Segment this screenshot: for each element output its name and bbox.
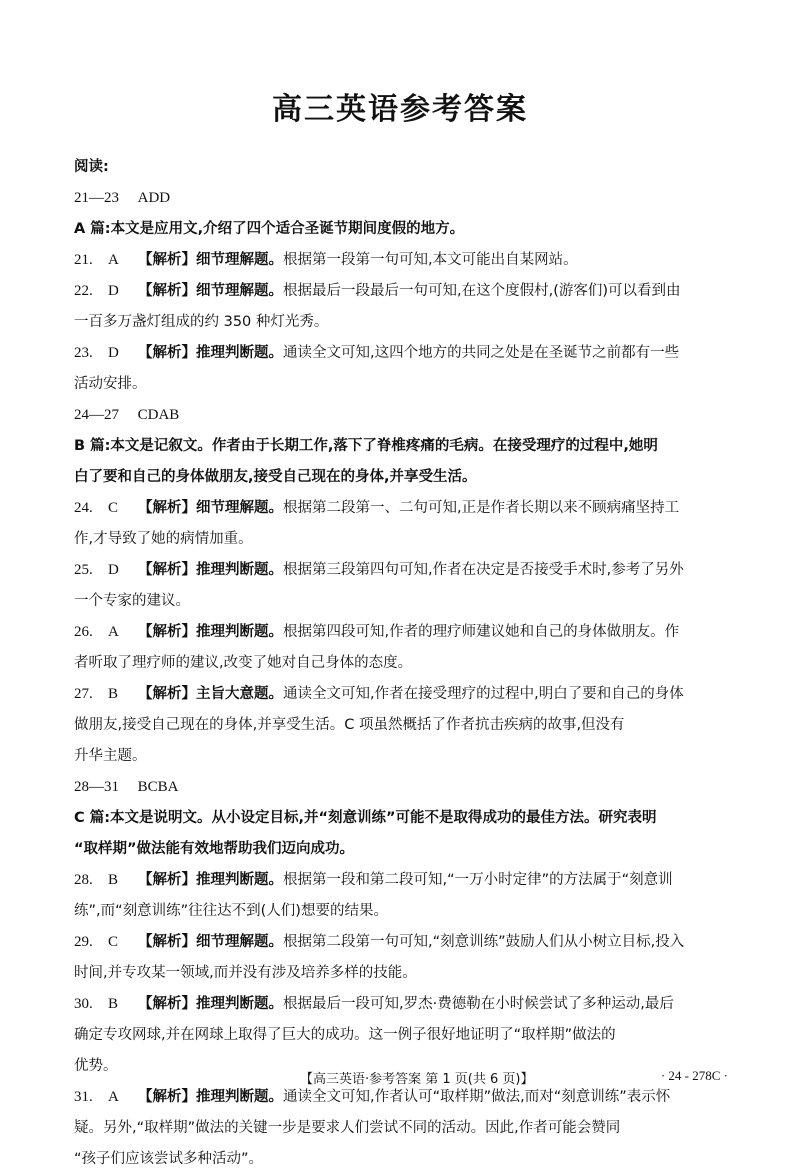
question-item (74, 493, 736, 524)
analysis-continuation: 疑。另外,“取样期”做法的关键一步是要求人们尝试不同的活动。因此,作者可能会赞同 (74, 1120, 621, 1136)
analysis-tag: 【解析】 (138, 686, 196, 702)
analysis-continuation: 作,才导致了她的病情加重。 (74, 531, 253, 547)
question-type: 细节理解题。 (196, 252, 283, 268)
answer-key: BCBA (137, 779, 179, 795)
passage-summary: B 篇:本文是记叙文。作者由于长期工作,落下了脊椎疼痛的毛病。在接受理疗的过程中,她明 (74, 438, 658, 454)
analysis-text: 根据第三段第四句可知,作者在决定是否接受手术时,参考了另外 (283, 562, 684, 578)
question-item (74, 555, 736, 586)
question-item (74, 245, 736, 276)
analysis-tag: 【解析】 (138, 283, 196, 299)
question-type: 细节理解题。 (196, 283, 283, 299)
answer-key: CDAB (137, 407, 180, 423)
passage-summary-continuation: 白了要和自己的身体做朋友,接受自己现在的身体,并享受生活。 (74, 469, 477, 485)
question-number: 26. (74, 624, 93, 640)
question-type: 推理判断题。 (196, 562, 283, 578)
answer-range-row (74, 400, 736, 431)
analysis-text: 根据最后一段最后一句可知,在这个度假村,(游客们)可以看到由 (283, 283, 681, 299)
analysis-text: 根据第二段第一句可知,“刻意训练”鼓励人们从小树立目标,投入 (283, 934, 685, 950)
analysis-continuation: 者听取了理疗师的建议,改变了她对自己身体的态度。 (74, 655, 413, 671)
question-number: 29. (74, 934, 93, 950)
passage-summary-continuation: “取样期”做法能有效地帮助我们迈向成功。 (74, 841, 355, 857)
question-type: 推理判断题。 (196, 624, 283, 640)
question-type: 细节理解题。 (196, 500, 283, 516)
question-item (74, 276, 736, 307)
analysis-text: 通读全文可知,作者认可“取样期”做法,而对“刻意训练”表示怀 (283, 1089, 671, 1105)
passage-summary: C 篇:本文是说明文。从小设定目标,并“刻意训练”可能不是取得成功的最佳方法。研究表明 (74, 810, 657, 826)
question-type: 推理判断题。 (196, 996, 283, 1012)
analysis-continuation: 做朋友,接受自己现在的身体,并享受生活。C 项虽然概括了作者抗击疾病的故事,但没有 (74, 717, 625, 733)
footer-code: · 24 - 278C · (660, 1068, 728, 1083)
footer-page-info: 【高三英语·参考答案 第 1 页(共 6 页)】 (300, 1072, 534, 1087)
analysis-tag: 【解析】 (138, 996, 196, 1012)
question-type: 主旨大意题。 (196, 686, 283, 702)
question-answer: C (108, 934, 119, 950)
question-answer: D (108, 283, 119, 299)
question-range: 21—23 (74, 190, 119, 206)
question-number: 23. (74, 345, 93, 361)
question-item (74, 927, 736, 958)
question-number: 22. (74, 283, 93, 299)
question-answer: A (108, 624, 119, 640)
question-answer: A (108, 252, 119, 268)
analysis-tag: 【解析】 (138, 872, 196, 888)
question-item (74, 617, 736, 648)
question-answer: A (108, 1089, 119, 1105)
page-title: 高三英语参考答案 (272, 92, 528, 127)
question-item (74, 338, 736, 369)
question-number: 30. (74, 996, 93, 1012)
analysis-text: 根据第一段和第二段可知,“一万小时定律”的方法属于“刻意训 (283, 872, 673, 888)
analysis-text: 根据最后一段可知,罗杰·费德勒在小时候尝试了多种运动,最后 (283, 996, 674, 1012)
question-number: 25. (74, 562, 93, 578)
answer-range-row (74, 183, 736, 214)
analysis-continuation: “孩子们应该尝试多种活动”。 (74, 1151, 264, 1167)
analysis-continuation: 确定专攻网球,并在网球上取得了巨大的成功。这一例子很好地证明了“取样期”做法的 (74, 1027, 616, 1043)
question-item (74, 679, 736, 710)
question-number: 31. (74, 1089, 93, 1105)
analysis-continuation: 一百多万盏灯组成的约 350 种灯光秀。 (74, 314, 329, 330)
analysis-tag: 【解析】 (138, 562, 196, 578)
question-number: 24. (74, 500, 93, 516)
analysis-continuation: 时间,并专攻某一领域,而并没有涉及培养多样的技能。 (74, 965, 417, 981)
section-label: 阅读: (74, 159, 109, 175)
question-range: 28—31 (74, 779, 119, 795)
analysis-text: 根据第一段第一句可知,本文可能出自某网站。 (283, 252, 578, 268)
question-answer: C (108, 500, 119, 516)
question-type: 推理判断题。 (196, 1089, 283, 1105)
analysis-continuation: 练”,而“刻意训练”往往达不到(人们)想要的结果。 (74, 903, 388, 919)
analysis-tag: 【解析】 (138, 624, 196, 640)
analysis-tag: 【解析】 (138, 934, 196, 950)
analysis-text: 根据第二段第一、二句可知,正是作者长期以来不顾病痛坚持工 (283, 500, 680, 516)
passage-summary: A 篇:本文是应用文,介绍了四个适合圣诞节期间度假的地方。 (74, 221, 465, 237)
analysis-continuation: 一个专家的建议。 (74, 593, 190, 609)
question-item (74, 989, 736, 1020)
analysis-text: 根据第四段可知,作者的理疗师建议她和自己的身体做朋友。作 (283, 624, 680, 640)
question-range: 24—27 (74, 407, 119, 423)
analysis-continuation: 优势。 (74, 1058, 118, 1074)
analysis-tag: 【解析】 (138, 345, 196, 361)
analysis-tag: 【解析】 (138, 1089, 196, 1105)
analysis-text: 通读全文可知,作者在接受理疗的过程中,明白了要和自己的身体 (283, 686, 684, 702)
question-answer: B (108, 686, 119, 702)
analysis-continuation: 升华主题。 (74, 748, 147, 764)
question-type: 推理判断题。 (196, 872, 283, 888)
question-type: 推理判断题。 (196, 345, 283, 361)
page-footer (0, 1068, 800, 1088)
answer-range-row (74, 772, 736, 803)
question-answer: D (108, 562, 119, 578)
analysis-tag: 【解析】 (138, 252, 196, 268)
question-answer: D (108, 345, 119, 361)
question-answer: B (108, 996, 119, 1012)
document-body (74, 152, 736, 1175)
analysis-continuation: 活动安排。 (74, 376, 147, 392)
analysis-tag: 【解析】 (138, 500, 196, 516)
question-number: 27. (74, 686, 93, 702)
answer-key: ADD (137, 190, 171, 206)
question-number: 21. (74, 252, 93, 268)
question-item (74, 865, 736, 896)
question-type: 细节理解题。 (196, 934, 283, 950)
question-answer: B (108, 872, 119, 888)
question-number: 28. (74, 872, 93, 888)
analysis-text: 通读全文可知,这四个地方的共同之处是在圣诞节之前都有一些 (283, 345, 680, 361)
